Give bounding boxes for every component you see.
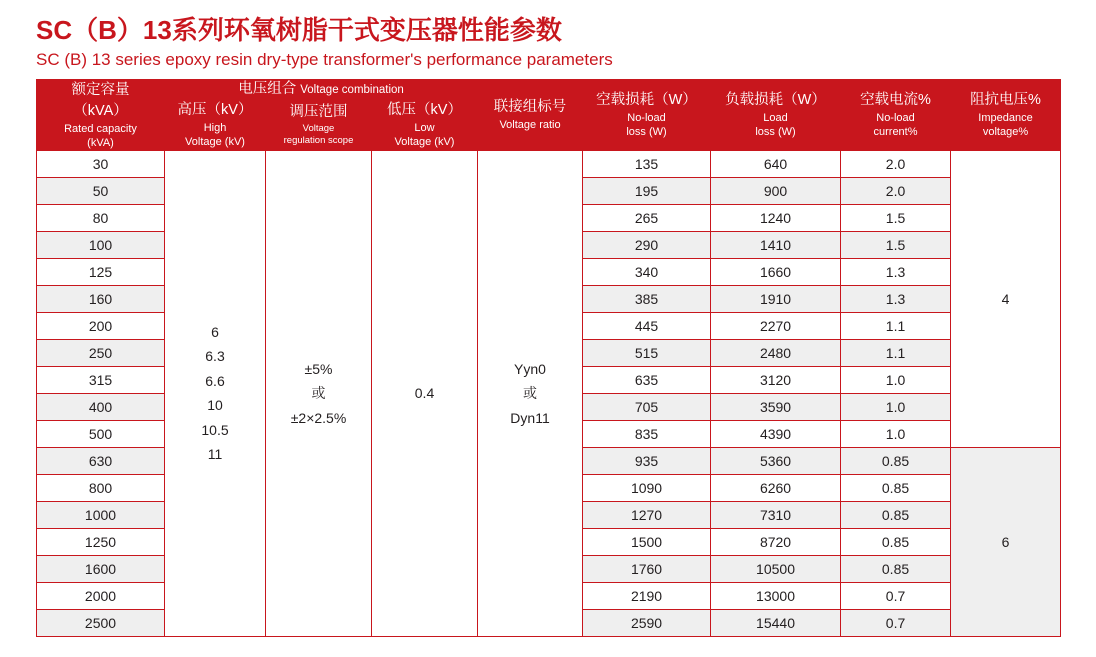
cell-load-loss: 1660 bbox=[711, 258, 841, 285]
header-no-load-loss-en1: No-load bbox=[627, 112, 666, 125]
cell-regulation-scope-values bbox=[266, 150, 372, 636]
header-rated-capacity-cn2: （kVA） bbox=[73, 102, 128, 119]
reg-value: ±2×2.5% bbox=[290, 409, 347, 426]
cell-load-loss: 15440 bbox=[711, 609, 841, 636]
cell-capacity: 30 bbox=[37, 150, 165, 177]
hv-value: 11 bbox=[207, 446, 223, 463]
header-voltage-ratio bbox=[478, 79, 583, 150]
cell-load-loss: 10500 bbox=[711, 555, 841, 582]
cell-no-load-current: 0.85 bbox=[841, 555, 951, 582]
header-no-load-current-en1: No-load bbox=[876, 112, 915, 125]
header-rated-capacity-en1: Rated capacity bbox=[64, 122, 137, 135]
hv-value: 10.5 bbox=[201, 421, 229, 438]
header-high-voltage-en1: High bbox=[203, 122, 227, 135]
cell-capacity: 125 bbox=[37, 258, 165, 285]
cell-capacity: 160 bbox=[37, 285, 165, 312]
cell-no-load-current: 0.85 bbox=[841, 528, 951, 555]
header-regulation-scope-en2: regulation scope bbox=[283, 135, 354, 147]
header-impedance-voltage bbox=[951, 79, 1061, 150]
page-title-cn: SC（B）13系列环氧树脂干式变压器性能参数 bbox=[36, 15, 562, 45]
page-title-en: SC (B) 13 series epoxy resin dry-type transformer's performance parameters bbox=[36, 49, 613, 69]
cell-capacity: 2000 bbox=[37, 582, 165, 609]
cell-no-load-current: 0.7 bbox=[841, 582, 951, 609]
cell-load-loss: 1240 bbox=[711, 204, 841, 231]
header-low-voltage-en2: Voltage (kV) bbox=[394, 136, 455, 149]
cell-no-load-current: 0.85 bbox=[841, 474, 951, 501]
header-rated-capacity bbox=[37, 79, 165, 150]
hv-value: 10 bbox=[207, 397, 223, 414]
header-voltage-ratio-cn: 联接组标号 bbox=[493, 99, 567, 116]
cell-no-load-current: 0.85 bbox=[841, 447, 951, 474]
hv-value: 6.3 bbox=[205, 348, 225, 365]
header-no-load-current-cn: 空载电流% bbox=[860, 92, 931, 109]
cell-load-loss: 8720 bbox=[711, 528, 841, 555]
cell-no-load-loss: 1270 bbox=[583, 501, 711, 528]
cell-capacity: 200 bbox=[37, 312, 165, 339]
ratio-value: Dyn11 bbox=[510, 409, 550, 426]
cell-no-load-current: 1.0 bbox=[841, 366, 951, 393]
cell-capacity: 630 bbox=[37, 447, 165, 474]
header-voltage-combination-en: Voltage combination bbox=[300, 83, 404, 96]
reg-value: ±5% bbox=[304, 360, 333, 377]
cell-no-load-loss: 385 bbox=[583, 285, 711, 312]
cell-load-loss: 2270 bbox=[711, 312, 841, 339]
header-rated-capacity-cn1: 额定容量 bbox=[71, 81, 130, 98]
header-no-load-current-en2: current% bbox=[873, 126, 918, 139]
cell-no-load-loss: 2190 bbox=[583, 582, 711, 609]
cell-load-loss: 1410 bbox=[711, 231, 841, 258]
cell-high-voltage-values bbox=[165, 150, 266, 636]
cell-no-load-loss: 515 bbox=[583, 339, 711, 366]
cell-no-load-loss: 635 bbox=[583, 366, 711, 393]
cell-impedance-group-2: 6 bbox=[951, 447, 1061, 636]
header-high-voltage-en2: Voltage (kV) bbox=[185, 136, 245, 149]
cell-no-load-loss: 1090 bbox=[583, 474, 711, 501]
cell-load-loss: 1910 bbox=[711, 285, 841, 312]
header-low-voltage bbox=[372, 99, 478, 150]
header-no-load-current bbox=[841, 79, 951, 150]
cell-load-loss: 13000 bbox=[711, 582, 841, 609]
header-regulation-scope bbox=[266, 99, 372, 150]
cell-no-load-current: 1.1 bbox=[841, 339, 951, 366]
table-body bbox=[37, 150, 1061, 636]
cell-load-loss: 3120 bbox=[711, 366, 841, 393]
cell-capacity: 80 bbox=[37, 204, 165, 231]
hv-value: 6 bbox=[211, 323, 219, 340]
cell-no-load-current: 1.3 bbox=[841, 285, 951, 312]
reg-value: 或 bbox=[311, 385, 326, 402]
cell-load-loss: 2480 bbox=[711, 339, 841, 366]
header-load-loss bbox=[711, 79, 841, 150]
cell-low-voltage-value: 0.4 bbox=[372, 150, 478, 636]
cell-load-loss: 7310 bbox=[711, 501, 841, 528]
cell-capacity: 800 bbox=[37, 474, 165, 501]
cell-no-load-current: 0.7 bbox=[841, 609, 951, 636]
cell-no-load-loss: 195 bbox=[583, 177, 711, 204]
cell-no-load-current: 2.0 bbox=[841, 150, 951, 177]
cell-no-load-loss: 2590 bbox=[583, 609, 711, 636]
table-row bbox=[37, 150, 1061, 177]
cell-no-load-loss: 135 bbox=[583, 150, 711, 177]
cell-voltage-ratio-values bbox=[478, 150, 583, 636]
cell-load-loss: 3590 bbox=[711, 393, 841, 420]
header-high-voltage-cn: 高压（kV） bbox=[177, 102, 253, 119]
cell-no-load-loss: 290 bbox=[583, 231, 711, 258]
cell-impedance-group-1: 4 bbox=[951, 150, 1061, 447]
cell-capacity: 1250 bbox=[37, 528, 165, 555]
header-regulation-scope-en1: Voltage bbox=[302, 123, 335, 135]
header-voltage-combination bbox=[165, 79, 478, 99]
header-high-voltage bbox=[165, 99, 266, 150]
cell-capacity: 500 bbox=[37, 420, 165, 447]
cell-no-load-current: 0.85 bbox=[841, 501, 951, 528]
cell-no-load-loss: 265 bbox=[583, 204, 711, 231]
cell-no-load-current: 1.0 bbox=[841, 420, 951, 447]
header-voltage-combination-cn: 电压组合 bbox=[238, 80, 297, 97]
cell-no-load-current: 1.0 bbox=[841, 393, 951, 420]
header-load-loss-cn: 负载损耗（W） bbox=[725, 92, 826, 109]
header-voltage-ratio-en: Voltage ratio bbox=[499, 119, 561, 132]
cell-no-load-loss: 445 bbox=[583, 312, 711, 339]
header-low-voltage-en1: Low bbox=[414, 122, 435, 135]
header-impedance-voltage-en1: Impedance bbox=[978, 112, 1033, 125]
cell-capacity: 250 bbox=[37, 339, 165, 366]
cell-capacity: 100 bbox=[37, 231, 165, 258]
ratio-value: Yyn0 bbox=[514, 360, 546, 377]
table-header bbox=[37, 79, 1061, 150]
cell-no-load-current: 2.0 bbox=[841, 177, 951, 204]
header-low-voltage-cn: 低压（kV） bbox=[387, 102, 462, 119]
header-rated-capacity-en2: (kVA) bbox=[87, 136, 114, 149]
header-no-load-loss-en2: loss (W) bbox=[626, 126, 667, 139]
cell-load-loss: 640 bbox=[711, 150, 841, 177]
header-no-load-loss-cn: 空载损耗（W） bbox=[596, 92, 697, 109]
cell-capacity: 1000 bbox=[37, 501, 165, 528]
cell-no-load-current: 1.1 bbox=[841, 312, 951, 339]
cell-load-loss: 5360 bbox=[711, 447, 841, 474]
header-regulation-scope-cn: 调压范围 bbox=[289, 104, 348, 121]
cell-no-load-loss: 935 bbox=[583, 447, 711, 474]
cell-load-loss: 900 bbox=[711, 177, 841, 204]
cell-no-load-current: 1.5 bbox=[841, 231, 951, 258]
header-impedance-voltage-cn: 阻抗电压% bbox=[970, 92, 1041, 109]
cell-no-load-current: 1.5 bbox=[841, 204, 951, 231]
cell-capacity: 2500 bbox=[37, 609, 165, 636]
cell-no-load-loss: 1760 bbox=[583, 555, 711, 582]
cell-load-loss: 4390 bbox=[711, 420, 841, 447]
header-load-loss-en2: loss (W) bbox=[755, 126, 796, 139]
header-row-1 bbox=[37, 79, 1061, 99]
cell-capacity: 315 bbox=[37, 366, 165, 393]
cell-capacity: 50 bbox=[37, 177, 165, 204]
ratio-value: 或 bbox=[523, 385, 538, 402]
cell-no-load-current: 1.3 bbox=[841, 258, 951, 285]
header-impedance-voltage-en2: voltage% bbox=[982, 126, 1029, 139]
performance-parameters-table bbox=[36, 79, 1061, 637]
cell-no-load-loss: 1500 bbox=[583, 528, 711, 555]
cell-capacity: 1600 bbox=[37, 555, 165, 582]
hv-value: 6.6 bbox=[205, 372, 225, 389]
cell-load-loss: 6260 bbox=[711, 474, 841, 501]
header-load-loss-en1: Load bbox=[763, 112, 788, 125]
cell-no-load-loss: 705 bbox=[583, 393, 711, 420]
cell-capacity: 400 bbox=[37, 393, 165, 420]
header-no-load-loss bbox=[583, 79, 711, 150]
cell-no-load-loss: 340 bbox=[583, 258, 711, 285]
cell-no-load-loss: 835 bbox=[583, 420, 711, 447]
